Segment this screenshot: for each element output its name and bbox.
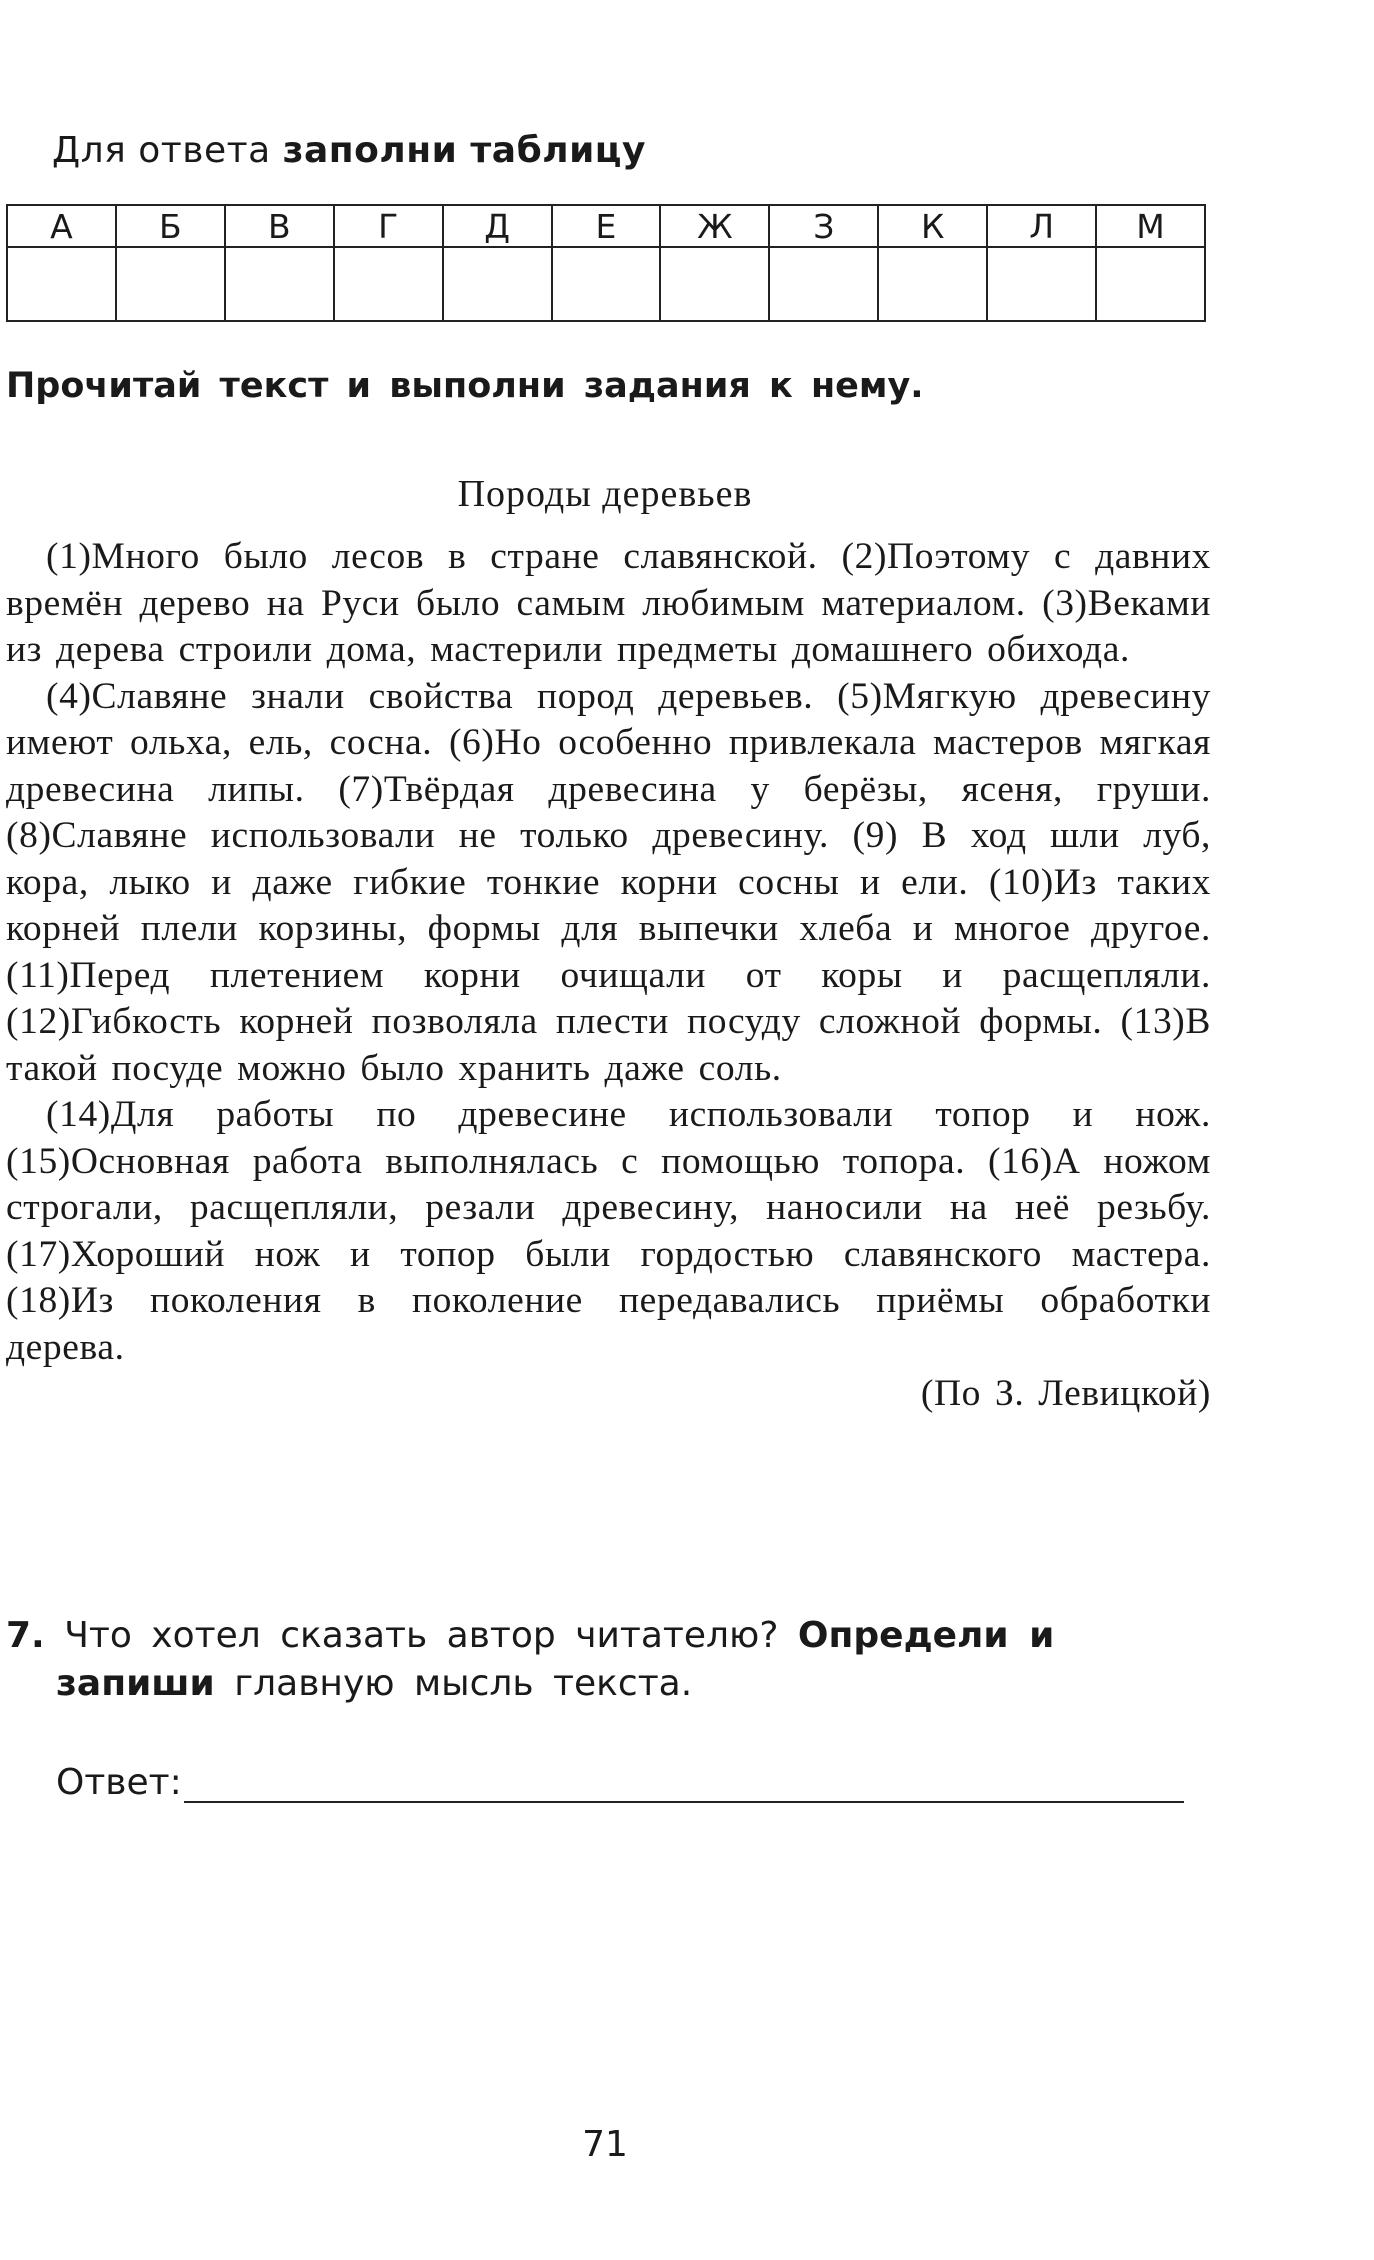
answer-table-input-cell[interactable] xyxy=(7,247,116,321)
answer-table-input-cell[interactable] xyxy=(987,247,1096,321)
answer-table-input-cell[interactable] xyxy=(1096,247,1205,321)
task-heading: Прочитай текст и выполни задания к нему. xyxy=(6,366,924,406)
question-number: 7. xyxy=(6,1615,45,1656)
text-body xyxy=(6,534,1211,1418)
answer-table xyxy=(6,204,1206,322)
answer-table-header-cell: Г xyxy=(334,205,443,247)
answer-instruction xyxy=(52,130,646,171)
page-number: 71 xyxy=(582,2124,628,2165)
answer-table-header-cell: Б xyxy=(116,205,225,247)
answer-table-input-cell[interactable] xyxy=(769,247,878,321)
answer-table-input-cell[interactable] xyxy=(334,247,443,321)
text-paragraph: (1)Много было лесов в стране славянской. (2)Поэтому с давних времён дерево на Руси было самым любимым материалом. (3)Веками из дерева строили дома, мастерили предметы домашнего обихода. xyxy=(6,536,1211,670)
answer-label: Ответ: xyxy=(56,1762,182,1803)
text-paragraph: (4)Славяне знали свойства пород деревьев. (5)Мягкую древесину имеют ольха, ель, сосна. (6)Но особенно привлекала мастеров мягкая древесина липы. (7)Твёрдая древесина у берёзы, ясеня, груши. (8)Славяне использовали не только древесину. (9) В ход шли луб, кора, лыко и даже гибкие тонкие корни сосны и ели. (10)Из таких корней плели корзины, формы для выпечки хлеба и многое другое. (11)Перед плетением корни очищали от коры и расщепляли. (12)Гибкость корней позволяла плести посуду сложной формы. (13)В такой посуде можно было хранить даже соль. xyxy=(6,675,1211,1089)
answer-line xyxy=(56,1762,1184,1803)
answer-table-header-cell: З xyxy=(769,205,878,247)
answer-table-header-cell: А xyxy=(7,205,116,247)
question-text-end: главную мысль текста. xyxy=(234,1663,693,1704)
question-bold-text: Определи и запиши xyxy=(56,1615,1055,1704)
answer-table-header-cell: Е xyxy=(552,205,661,247)
answer-table-input-cell[interactable] xyxy=(443,247,552,321)
answer-table-header-cell: В xyxy=(225,205,334,247)
text-attribution: (По З. Левицкой) xyxy=(920,1373,1211,1414)
answer-table-header-cell: Л xyxy=(987,205,1096,247)
answer-table-input-cell[interactable] xyxy=(116,247,225,321)
answer-table-input-cell[interactable] xyxy=(225,247,334,321)
text-paragraph: (14)Для работы по древесине использовали топор и нож. (15)Основная работа выполнялась с помощью топора. (16)А ножом строгали, расщепляли, резали древесину, наносили на неё резьбу. (17)Хороший нож и топор были гордостью славянского мастера. (18)Из поколения в поколение передавались приёмы обработки дерева. xyxy=(6,1094,1211,1368)
answer-table-header-cell: К xyxy=(878,205,987,247)
answer-table-header-cell: М xyxy=(1096,205,1205,247)
answer-table-header-cell: Ж xyxy=(660,205,769,247)
answer-input-line[interactable] xyxy=(184,1769,1184,1803)
answer-table-header-cell: Д xyxy=(443,205,552,247)
text-title: Породы деревьев xyxy=(457,473,753,515)
answer-table-input-cell[interactable] xyxy=(552,247,661,321)
answer-table-input-row xyxy=(7,247,1205,321)
instruction-lead: Для ответа xyxy=(52,130,271,171)
instruction-bold: заполни таблицу xyxy=(282,130,646,171)
answer-table-input-cell[interactable] xyxy=(660,247,769,321)
question-7 xyxy=(6,1612,1211,1708)
question-text: Что хотел сказать автор читателю? xyxy=(64,1615,779,1656)
answer-table-header-row xyxy=(7,205,1205,247)
answer-table-input-cell[interactable] xyxy=(878,247,987,321)
